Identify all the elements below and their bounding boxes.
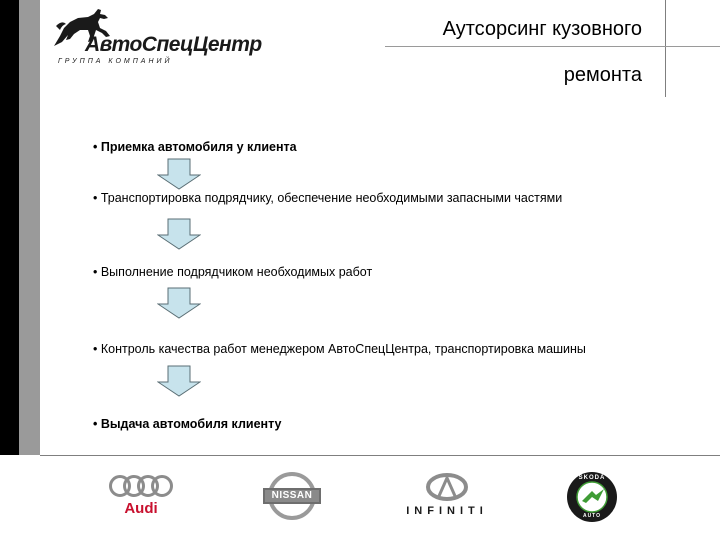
audi-wordmark: Audi: [124, 500, 158, 517]
slide-title-line-2: ремонта: [563, 64, 642, 86]
skoda-subtext: AUTO: [582, 513, 602, 519]
company-logo: [48, 6, 263, 68]
step-3: • Выполнение подрядчиком необходимых работ: [93, 265, 373, 279]
infiniti-emblem-icon: [402, 472, 492, 502]
skoda-wordmark: SKODA: [578, 475, 606, 481]
title-horizontal-rule: [385, 46, 720, 47]
step-4: • Контроль качества работ менеджером АвтоСпецЦентра, транспортировка машины: [93, 342, 586, 356]
logo-subtitle: ГРУППА КОМПАНИЙ: [58, 58, 173, 65]
down-arrow-icon: [157, 218, 201, 250]
nissan-logo: [262, 470, 322, 522]
left-black-bar: [0, 0, 19, 455]
infiniti-wordmark: INFINITI: [406, 505, 488, 517]
down-arrow-icon: [157, 158, 201, 190]
step-1: • Приемка автомобиля у клиента: [93, 140, 297, 154]
nissan-wordmark: NISSAN: [271, 490, 313, 501]
footer-divider: [40, 455, 720, 456]
step-2: • Транспортировка подрядчику, обеспечение необходимыми запасными частями: [93, 191, 563, 205]
audi-logo: [108, 474, 174, 522]
logo-name: АвтоСпецЦентр: [85, 33, 262, 56]
slide-title-line-1: Аутсорсинг кузовного: [442, 18, 642, 40]
down-arrow-icon: [157, 287, 201, 319]
title-vertical-rule: [665, 0, 666, 97]
skoda-logo: [566, 471, 618, 523]
audi-rings-icon: [108, 474, 174, 500]
infiniti-logo: [402, 472, 492, 520]
step-5: • Выдача автомобиля клиенту: [93, 417, 282, 431]
left-gray-bar: [19, 0, 40, 455]
down-arrow-icon: [157, 365, 201, 397]
